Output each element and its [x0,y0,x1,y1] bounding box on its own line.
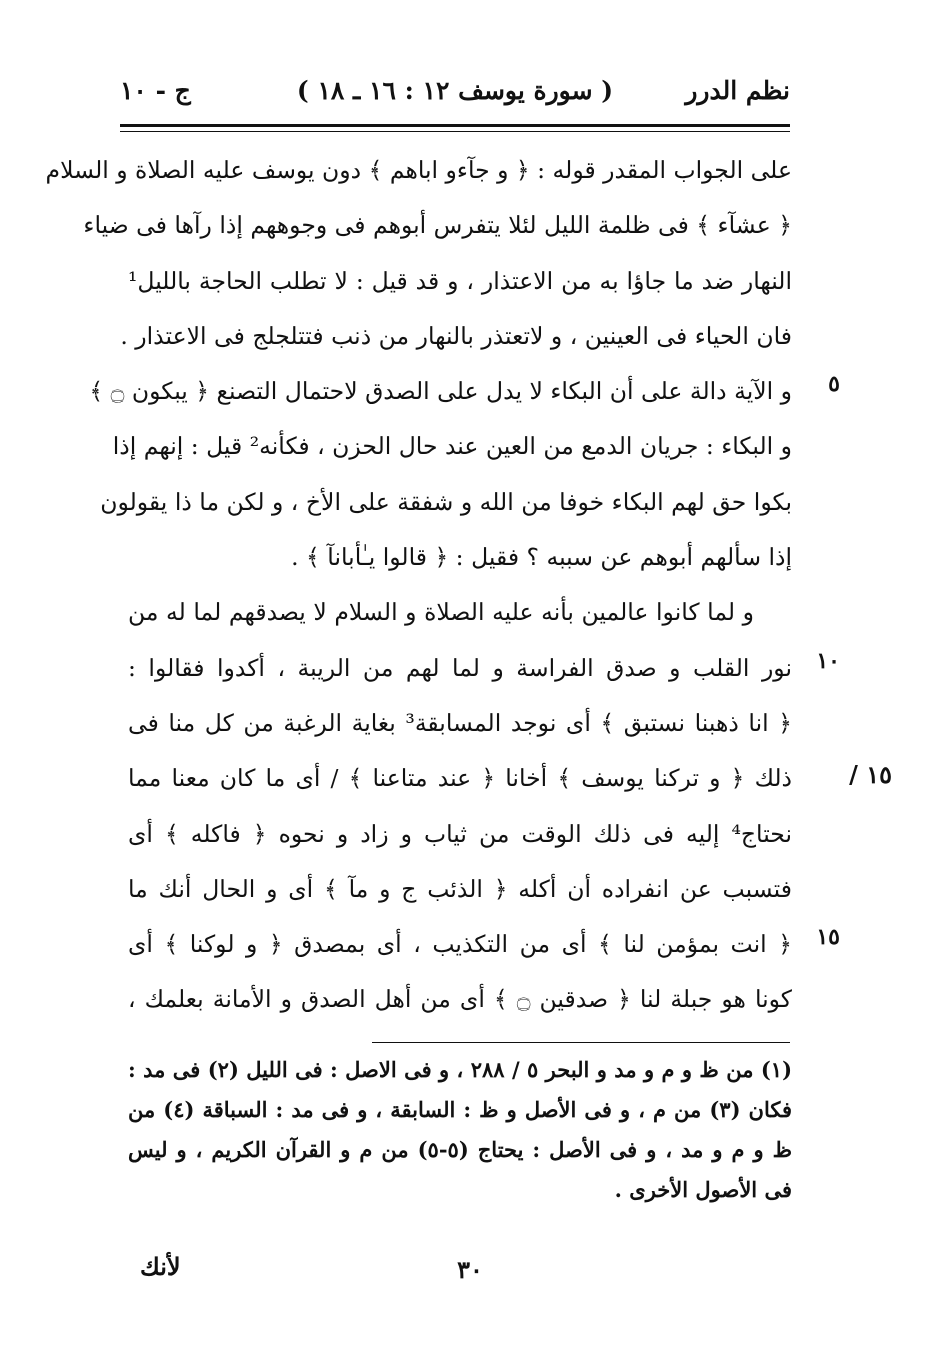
text-line: النهار ضد ما جاؤا به من الاعتذار ، و قد قيل : لا تطلب الحاجة بالليل¹ [128,266,792,295]
text-line: إذا سألهم أبوهم عن سببه ؟ فقيل : ﴿ قالوا يـٰأبانآ ﴾ . [291,543,792,572]
text-line: و الآية دالة على أن البكاء لا يدل على الصدق لاحتمال التصنع ﴿ يبكون ۝ ﴾ [89,377,792,406]
footnote-line: ظ و م و مد ، و فى الأصل : يحتاج (٥-٥) من م و القرآن الكريم ، و ليس [128,1137,792,1162]
text-line: نور القلب و صدق الفراسة و لما لهم من الريبة ، أكدوا فقالوا : [128,653,792,682]
line-number-10: ١٠ [816,648,840,674]
text-line: و البكاء : جريان الدمع من العين عند حال الحزن ، فكأنه² قيل : إنهم إذا [112,432,792,461]
catchword: لأنك [140,1252,181,1281]
page-number: ٣٠ [457,1255,483,1284]
header-rule-thick [120,124,790,127]
footnote-line: فى الأصول الأخرى . [614,1177,792,1202]
text-line: فتسبب عن انفراده أن أكله ﴿ الذئب ج و مآ ﴾ أى و الحال أنك ما [128,874,792,903]
text-line: فان الحياء فى العينين ، و لاتعتذر بالنهار من ذنب فتتلجلج فى الاعتذار . [120,321,792,350]
volume-label: ج - ١٠ [120,76,191,105]
text-line: كونا هو جبلة لنا ﴿ صدقين ۝ ﴾ أى من أهل الصدق و الأمانة بعلمك ، [128,985,792,1014]
footnote-line: فكان (٣) من م ، و فى الأصل و ظ : السابقة ، و فى مد : السباقة (٤) من [128,1097,792,1122]
surah-reference: ( سورة يوسف ١٢ : ١٦ ـ ١٨ ) [296,76,614,105]
folio-marker: ١٥ / [849,760,892,789]
footnote-line: (١) من ظ و م و مد و البحر ٥ / ٢٨٨ ، و فى الاصل : فى الليل (٢) فى مد : [128,1057,792,1082]
line-number-15: ١٥ [816,924,840,950]
text-line: بكوا حق لهم البكاء خوفا من الله و شفقة على الأخ ، و لكن ما ذا يقولون [100,487,792,516]
header-rule-thin [120,131,790,132]
footnotes [128,1050,792,1210]
page-header [120,72,790,116]
text-line: ﴿ عشآء ﴾ فى ظلمة الليل لئلا يتفرس أبوهم فى وجوههم إذا رآها فى ضياء [83,211,792,240]
text-line: و لما كانوا عالمين بأنه عليه الصلاة و السلام لا يصدقهم لما له من [128,598,754,627]
text-line: نحتاج⁴ إليه فى ذلك الوقت من ثياب و زاد و نحوه ﴿ فاكله ﴾ أى [128,819,792,848]
book-title: نظم الدرر [685,76,790,105]
main-text [45,143,792,1028]
text-line: ذلك ﴿ و تركنا يوسف ﴾ أخانا ﴿ عند متاعنا ﴾ / أى ما كان معنا مما [128,764,792,793]
text-line: ﴿ انت بمؤمن لنا ﴾ أى من التكذيب ، أى بمصدق ﴿ و لوكنا ﴾ أى [128,930,792,959]
footnote-rule [372,1042,790,1043]
text-line: ﴿ انا ذهبنا نستبق ﴾ أى نوجد المسابقة³ بغاية الرغبة من كل منا فى [128,708,792,737]
text-line: على الجواب المقدر قوله : ﴿ و جآءو اباهم ﴾ دون يوسف عليه الصلاة و السلام [45,156,792,184]
line-number-5: ٥ [828,371,840,397]
